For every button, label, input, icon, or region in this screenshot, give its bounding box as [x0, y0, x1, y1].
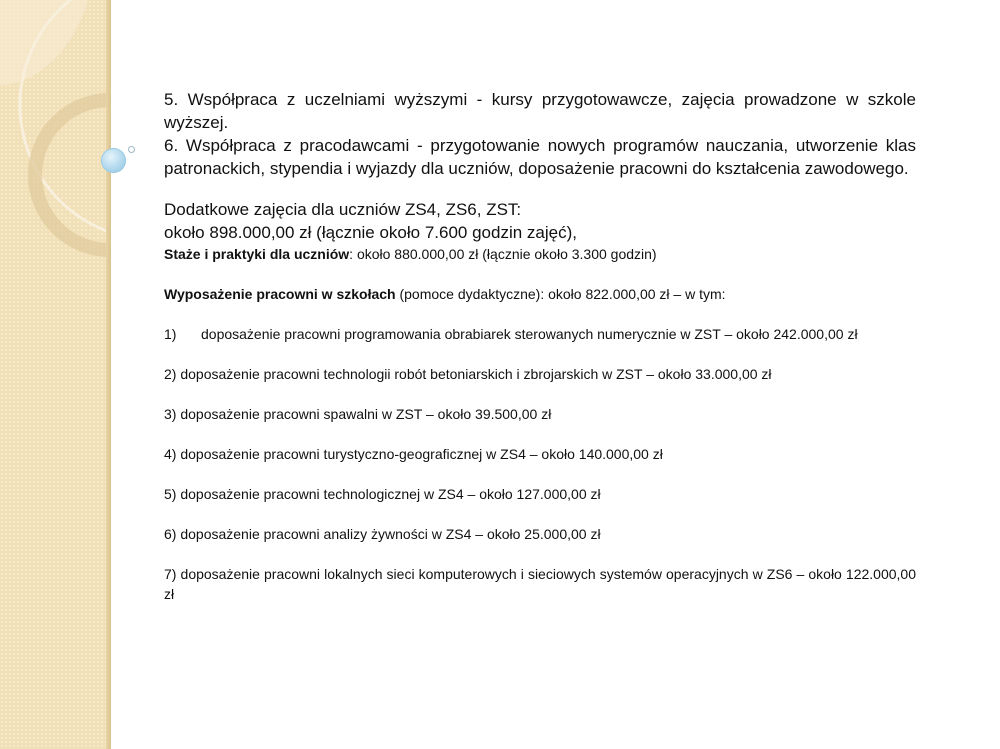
internships-value: : około 880.000,00 zł (łącznie około 3.300 godzin): [349, 246, 657, 262]
decorative-sidebar: [0, 0, 110, 749]
list-item-text: doposażenie pracowni programowania obrabiarek sterowanych numerycznie w ZST – około 242.000,00 zł: [201, 326, 858, 342]
list-item: [164, 324, 916, 344]
decorative-circles: [0, 0, 110, 749]
cooperation-points: [164, 88, 916, 180]
list-item-text: doposażenie pracowni turystyczno-geograficznej w ZS4 – około 140.000,00 zł: [180, 446, 663, 462]
list-item-number: 1): [164, 326, 177, 342]
equipment-value: (pomoce dydaktyczne): około 822.000,00 zł – w tym:: [395, 286, 726, 302]
list-item: [164, 484, 916, 504]
list-item: [164, 524, 916, 544]
list-item-text: doposażenie pracowni lokalnych sieci komputerowych i sieciowych systemów operacyjnych w ZS6 – około 122.000,00 zł: [164, 566, 916, 602]
list-item-text: doposażenie pracowni technologii robót betoniarskich i zbrojarskich w ZST – około 33.000,00 zł: [180, 366, 772, 382]
list-item-text: doposażenie pracowni spawalni w ZST – około 39.500,00 zł: [180, 406, 552, 422]
sidebar-edge: [106, 0, 111, 749]
point-6: 6. Współpraca z pracodawcami - przygotowanie nowych programów nauczania, utworzenie klas patronackich, stypendia i wyjazdy dla uczniów, doposażenie pracowni do kształcenia zawodowego.: [164, 136, 916, 178]
list-item: [164, 564, 916, 604]
list-item-number: 4): [164, 446, 177, 462]
equipment-label: Wyposażenie pracowni w szkołach: [164, 286, 396, 302]
internships-line: [164, 244, 916, 264]
small-bubble-decoration-icon: [128, 146, 135, 153]
equipment-line: [164, 284, 916, 304]
list-item-number: 2): [164, 366, 177, 382]
list-item-text: doposażenie pracowni technologicznej w ZS4 – około 127.000,00 zł: [180, 486, 601, 502]
list-item: [164, 364, 916, 384]
extra-classes-heading: Dodatkowe zajęcia dla uczniów ZS4, ZS6, ZST:: [164, 200, 522, 219]
extra-classes-value: około 898.000,00 zł (łącznie około 7.600 godzin zajęć),: [164, 223, 577, 242]
list-item-number: 5): [164, 486, 177, 502]
bubble-decoration-icon: [101, 148, 126, 173]
funding-details: [164, 244, 916, 604]
point-5: 5. Współpraca z uczelniami wyższymi - kursy przygotowawcze, zajęcia prowadzone w szkole wyższej.: [164, 90, 916, 132]
list-item-number: 3): [164, 406, 177, 422]
slide-content: [164, 88, 916, 604]
extra-classes: [164, 198, 916, 244]
internships-label: Staże i praktyki dla uczniów: [164, 246, 350, 262]
list-item: [164, 404, 916, 424]
list-item-text: doposażenie pracowni analizy żywności w ZS4 – około 25.000,00 zł: [180, 526, 601, 542]
list-item-number: 7): [164, 566, 177, 582]
list-item-number: 6): [164, 526, 177, 542]
list-item: [164, 444, 916, 464]
